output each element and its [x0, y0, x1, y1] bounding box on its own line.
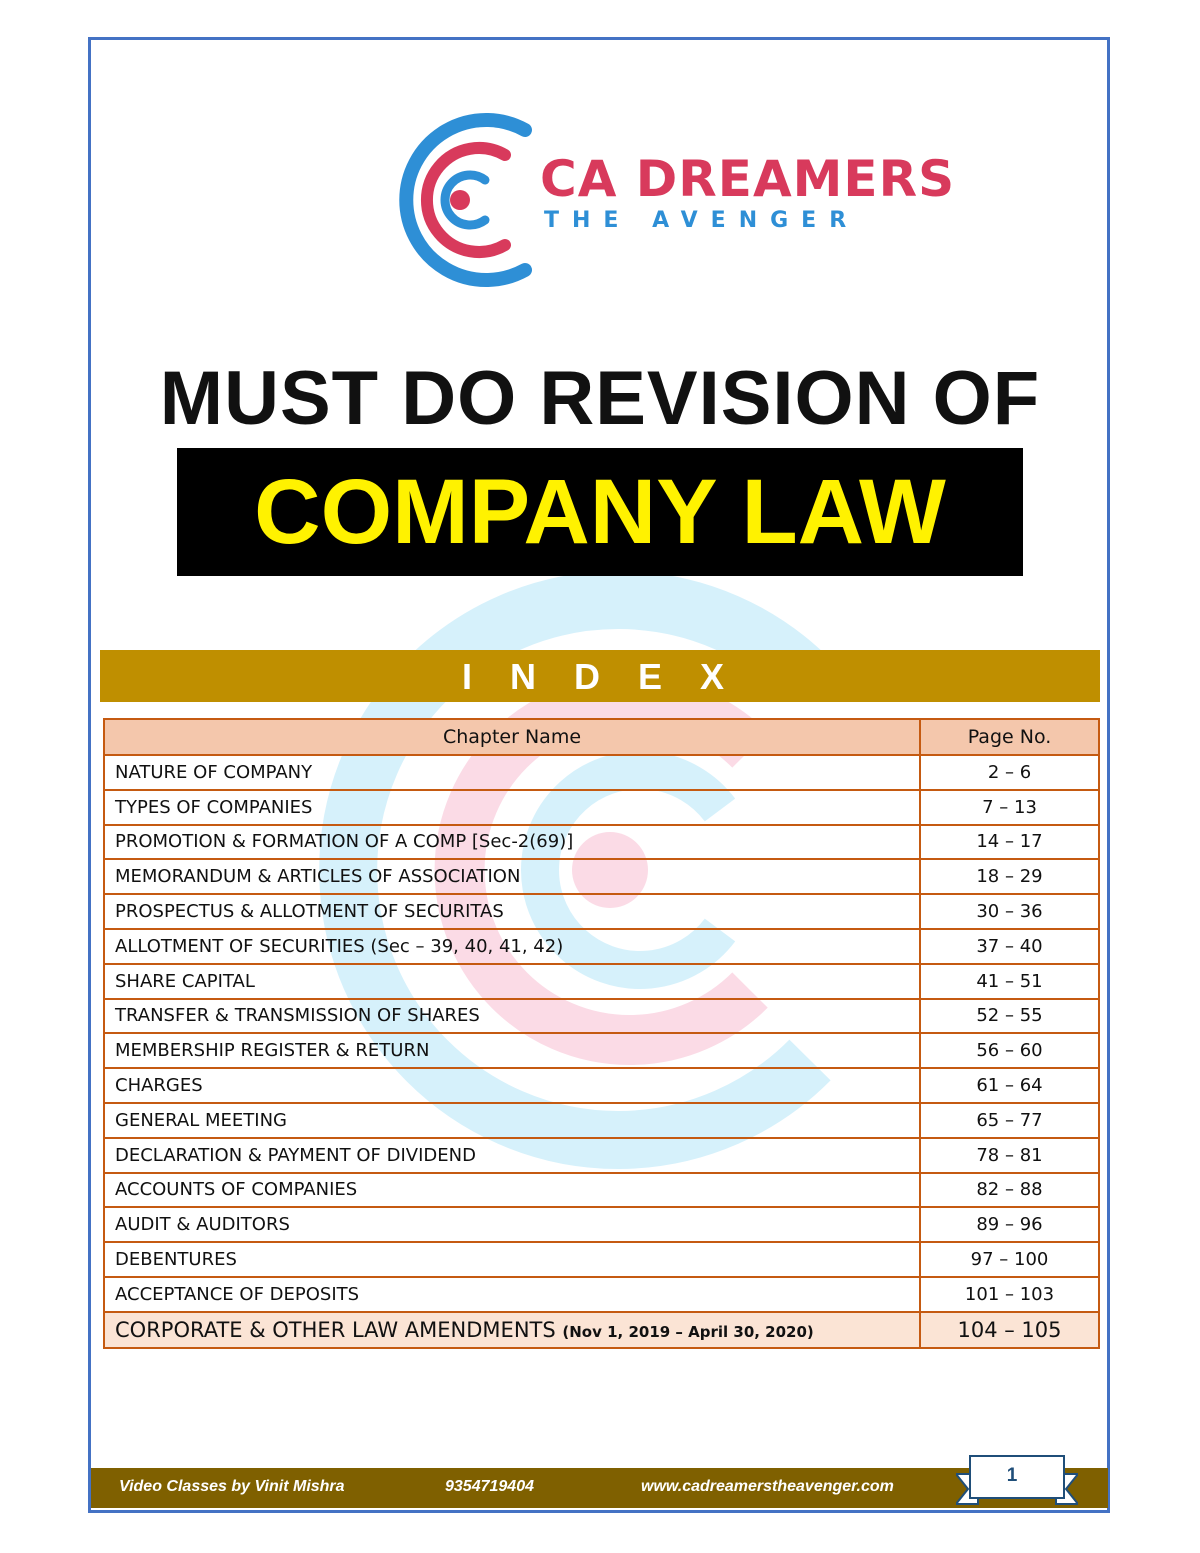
- page-range-cell: 7 – 13: [920, 790, 1099, 825]
- page-range-cell: 97 – 100: [920, 1242, 1099, 1277]
- chapter-cell: [104, 1312, 920, 1348]
- chapter-cell: PROMOTION & FORMATION OF A COMP [Sec-2(69)]: [104, 825, 920, 860]
- table-row: [104, 894, 1099, 929]
- chapter-cell: GENERAL MEETING: [104, 1103, 920, 1138]
- table-row: [104, 1103, 1099, 1138]
- chapter-name-header: Chapter Name: [104, 719, 920, 755]
- logo-title: CA DREAMERS: [540, 150, 956, 208]
- page-range-cell: 78 – 81: [920, 1138, 1099, 1173]
- table-row: [104, 1207, 1099, 1242]
- footer-instructor: Video Classes by Vinit Mishra: [119, 1478, 345, 1495]
- table-header-row: [104, 719, 1099, 755]
- index-header-bar: [100, 650, 1100, 702]
- chapter-cell: PROSPECTUS & ALLOTMENT OF SECURITAS: [104, 894, 920, 929]
- page-range-cell: 89 – 96: [920, 1207, 1099, 1242]
- page-range-cell: 65 – 77: [920, 1103, 1099, 1138]
- page-range-cell: 56 – 60: [920, 1033, 1099, 1068]
- chapter-cell: MEMORANDUM & ARTICLES OF ASSOCIATION: [104, 859, 920, 894]
- table-row: [104, 1173, 1099, 1208]
- page-range-cell: 14 – 17: [920, 825, 1099, 860]
- page-range-cell: 2 – 6: [920, 755, 1099, 790]
- index-table: [103, 718, 1100, 1349]
- page-range-cell: 82 – 88: [920, 1173, 1099, 1208]
- footer-website[interactable]: www.cadreamerstheavenger.com: [641, 1478, 894, 1495]
- document-title: MUST DO REVISION OF: [159, 356, 1041, 441]
- table-row: [104, 929, 1099, 964]
- page-range-cell: 104 – 105: [920, 1312, 1099, 1348]
- table-row: [104, 1242, 1099, 1277]
- table-row: [104, 825, 1099, 860]
- page-range-cell: 52 – 55: [920, 999, 1099, 1034]
- chapter-cell: TRANSFER & TRANSMISSION OF SHARES: [104, 999, 920, 1034]
- page-range-cell: 101 – 103: [920, 1277, 1099, 1312]
- logo-subtitle: THE AVENGER: [544, 208, 860, 233]
- table-row: [104, 964, 1099, 999]
- chapter-cell: DECLARATION & PAYMENT OF DIVIDEND: [104, 1138, 920, 1173]
- page-range-cell: 37 – 40: [920, 929, 1099, 964]
- chapter-cell: SHARE CAPITAL: [104, 964, 920, 999]
- table-row: [104, 1068, 1099, 1103]
- table-row: [104, 1138, 1099, 1173]
- chapter-cell: AUDIT & AUDITORS: [104, 1207, 920, 1242]
- table-row: [104, 859, 1099, 894]
- table-row: [104, 999, 1099, 1034]
- table-row-amendments: [104, 1312, 1099, 1348]
- index-table-body: [104, 755, 1099, 1348]
- chapter-cell: CHARGES: [104, 1068, 920, 1103]
- chapter-cell: ALLOTMENT OF SECURITIES (Sec – 39, 40, 41, 42): [104, 929, 920, 964]
- page-range-cell: 30 – 36: [920, 894, 1099, 929]
- index-label: I N D E X: [461, 656, 739, 697]
- chapter-cell: MEMBERSHIP REGISTER & RETURN: [104, 1033, 920, 1068]
- table-row: [104, 755, 1099, 790]
- table-row: [104, 1033, 1099, 1068]
- chapter-date-range: (Nov 1, 2019 – April 30, 2020): [562, 1322, 814, 1341]
- footer-phone: 9354719404: [445, 1478, 534, 1495]
- page-range-cell: 41 – 51: [920, 964, 1099, 999]
- page-range-cell: 18 – 29: [920, 859, 1099, 894]
- table-row: [104, 1277, 1099, 1312]
- chapter-title: CORPORATE & OTHER LAW AMENDMENTS: [115, 1317, 556, 1342]
- chapter-cell: ACCOUNTS OF COMPANIES: [104, 1173, 920, 1208]
- page-no-header: Page No.: [920, 719, 1099, 755]
- chapter-cell: ACCEPTANCE OF DEPOSITS: [104, 1277, 920, 1312]
- page-number: 1: [1006, 1465, 1018, 1486]
- table-row: [104, 790, 1099, 825]
- chapter-cell: TYPES OF COMPANIES: [104, 790, 920, 825]
- page-range-cell: 61 – 64: [920, 1068, 1099, 1103]
- subject-title: COMPANY LAW: [254, 461, 946, 563]
- chapter-cell: NATURE OF COMPANY: [104, 755, 920, 790]
- chapter-cell: DEBENTURES: [104, 1242, 920, 1277]
- subject-banner: [177, 448, 1023, 576]
